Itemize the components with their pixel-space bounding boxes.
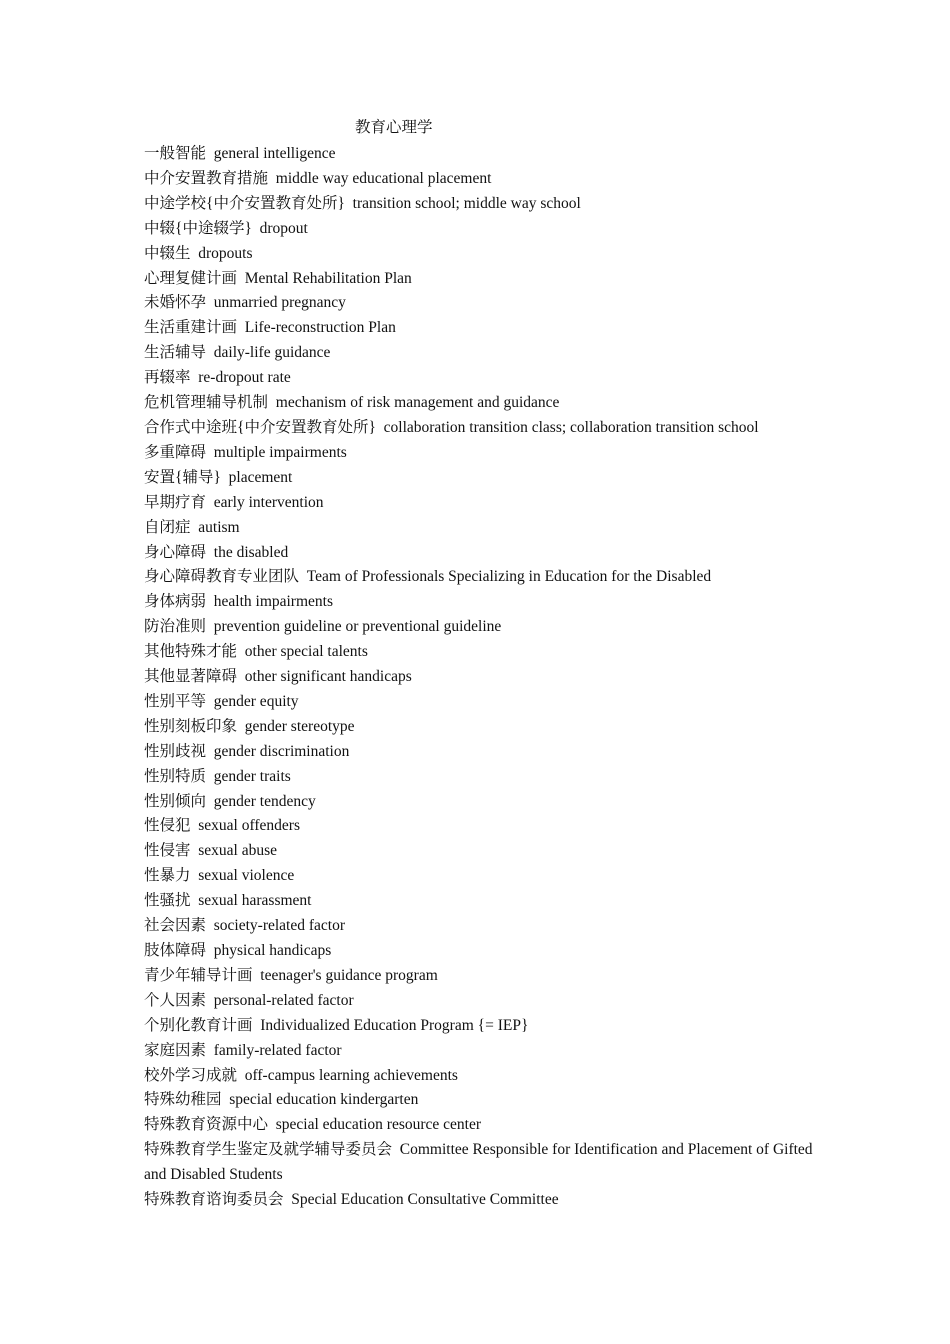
term-english: the disabled (213, 543, 289, 561)
glossary-entry (144, 1113, 824, 1138)
term-english: Individualized Education Program {= IEP} (260, 1016, 529, 1034)
term-chinese: 性侵害 (144, 842, 191, 860)
glossary-entry (144, 316, 824, 341)
glossary-entry (144, 416, 824, 441)
term-chinese: 其他显著障碍 (144, 668, 238, 686)
term-english: re-dropout rate (198, 369, 291, 387)
glossary-entry (144, 167, 824, 192)
glossary-entry (144, 1039, 824, 1064)
term-english: mechanism of risk management and guidance (275, 394, 560, 412)
glossary-entry (144, 964, 824, 989)
term-english: gender stereotype (244, 717, 355, 735)
term-english: health impairments (213, 593, 333, 611)
glossary-entry (144, 541, 824, 566)
term-chinese: 生活辅导 (144, 344, 207, 362)
glossary-entry (144, 341, 824, 366)
term-english: other special talents (244, 643, 368, 661)
term-english: general intelligence (213, 145, 336, 162)
glossary-entry (144, 267, 824, 292)
glossary-entry (144, 441, 824, 466)
glossary-entry (144, 192, 824, 217)
glossary-entry (144, 1138, 814, 1188)
term-english: placement (228, 468, 293, 486)
glossary-entry (144, 1188, 824, 1213)
term-chinese: 早期疗育 (144, 493, 207, 511)
glossary-entry (144, 291, 824, 316)
term-english: sexual violence (198, 867, 295, 885)
glossary-entry (144, 391, 824, 416)
term-chinese: 其他特殊才能 (144, 643, 238, 661)
term-chinese: 合作式中途班{中介安置教育处所} (144, 418, 376, 436)
term-chinese: 性别倾向 (144, 792, 207, 810)
term-chinese: 防治准则 (144, 618, 207, 636)
glossary-entry (144, 491, 824, 516)
term-english: personal-related factor (213, 991, 354, 1009)
term-chinese: 安置{辅导} (144, 468, 221, 486)
term-english: special education kindergarten (229, 1091, 419, 1109)
term-chinese: 中途学校{中介安置教育处所} (144, 194, 345, 212)
glossary-entry (144, 814, 824, 839)
term-chinese: 性别平等 (144, 692, 207, 710)
glossary-list (144, 142, 824, 1213)
term-english: transition school; middle way school (352, 194, 581, 212)
glossary-entry (144, 1064, 824, 1089)
glossary-entry (144, 366, 824, 391)
glossary-entry (144, 466, 824, 491)
term-chinese: 中介安置教育措施 (144, 169, 269, 187)
term-chinese: 个别化教育计画 (144, 1016, 253, 1034)
term-chinese: 危机管理辅导机制 (144, 394, 269, 412)
term-english: gender traits (213, 767, 291, 785)
term-chinese: 一般智能 (144, 145, 207, 162)
term-english: dropouts (198, 244, 253, 262)
glossary-entry (144, 715, 824, 740)
term-english: early intervention (213, 493, 324, 511)
term-english: sexual offenders (198, 817, 300, 835)
term-english: middle way educational placement (275, 169, 492, 187)
term-chinese: 肢体障碍 (144, 942, 207, 959)
term-chinese: 心理复健计画 (144, 269, 238, 287)
glossary-entry (144, 1088, 824, 1113)
glossary-entry (144, 889, 824, 914)
term-chinese: 性别歧视 (144, 742, 207, 760)
term-chinese: 中辍{中途辍学} (144, 219, 252, 237)
term-chinese: 生活重建计画 (144, 319, 238, 337)
glossary-entry (144, 765, 824, 790)
glossary-entry (144, 242, 824, 267)
term-english: prevention guideline or preventional guideline (213, 618, 502, 636)
glossary-entry (144, 615, 824, 640)
term-chinese: 特殊教育谘询委员会 (144, 1191, 284, 1209)
term-chinese: 中辍生 (144, 244, 191, 262)
glossary-entry (144, 864, 824, 889)
term-chinese: 多重障碍 (144, 443, 207, 461)
term-chinese: 身体病弱 (144, 593, 207, 611)
term-chinese: 家庭因素 (144, 1041, 207, 1059)
glossary-entry (144, 790, 824, 815)
term-english: gender tendency (213, 792, 316, 810)
glossary-entry (144, 565, 824, 590)
glossary-entry (144, 914, 824, 939)
glossary-entry (144, 665, 824, 690)
term-english: daily-life guidance (213, 344, 331, 362)
term-chinese: 特殊幼稚园 (144, 1091, 222, 1109)
term-chinese: 性暴力 (144, 867, 191, 885)
term-english: sexual abuse (198, 842, 278, 860)
glossary-entry (144, 989, 824, 1014)
glossary-entry (144, 142, 824, 167)
term-english: other significant handicaps (244, 668, 412, 686)
term-chinese: 未婚怀孕 (144, 294, 207, 312)
term-chinese: 性别特质 (144, 767, 207, 785)
term-english: off-campus learning achievements (244, 1066, 458, 1084)
term-english: gender equity (213, 692, 299, 710)
term-chinese: 特殊教育学生鉴定及就学辅导委员会 (144, 1141, 393, 1159)
term-chinese: 自闭症 (144, 518, 191, 536)
term-english: Team of Professionals Specializing in Education for the Disabled (306, 568, 712, 586)
page-title: 教育心理学 (355, 119, 433, 136)
term-english: family-related factor (213, 1041, 342, 1059)
term-english: society-related factor (213, 917, 346, 935)
glossary-entry (144, 640, 824, 665)
term-english: dropout (259, 219, 308, 237)
term-chinese: 性侵犯 (144, 817, 191, 835)
glossary-entry (144, 1014, 824, 1039)
term-chinese: 身心障碍教育专业团队 (144, 568, 300, 586)
term-english: gender discrimination (213, 742, 350, 760)
glossary-entry (144, 217, 824, 242)
term-chinese: 校外学习成就 (144, 1066, 238, 1084)
term-english: collaboration transition class; collaboration transition school (383, 418, 759, 436)
term-chinese: 社会因素 (144, 917, 207, 935)
term-english: Mental Rehabilitation Plan (244, 269, 412, 287)
term-english: autism (198, 518, 240, 536)
term-chinese: 性别刻板印象 (144, 717, 238, 735)
glossary-entry (144, 740, 824, 765)
term-english: sexual harassment (198, 892, 312, 910)
glossary-entry (144, 939, 824, 964)
term-chinese: 个人因素 (144, 991, 207, 1009)
glossary-entry (144, 690, 824, 715)
glossary-entry (144, 839, 824, 864)
term-english: Special Education Consultative Committee (291, 1191, 559, 1209)
term-english: multiple impairments (213, 443, 347, 461)
term-english: special education resource center (275, 1116, 482, 1134)
term-chinese: 身心障碍 (144, 543, 207, 561)
term-english: Life-reconstruction Plan (244, 319, 396, 337)
term-english: physical handicaps (213, 942, 332, 959)
term-english: Committee Responsible for Identification and Placement of Gifted and Disabled Students (144, 1141, 813, 1184)
term-chinese: 青少年辅导计画 (144, 966, 253, 984)
glossary-entry (144, 516, 824, 541)
term-chinese: 性骚扰 (144, 892, 191, 910)
term-english: unmarried pregnancy (213, 294, 346, 312)
term-english: teenager's guidance program (260, 966, 438, 984)
glossary-entry (144, 590, 824, 615)
term-chinese: 特殊教育资源中心 (144, 1116, 269, 1134)
term-chinese: 再辍率 (144, 369, 191, 387)
